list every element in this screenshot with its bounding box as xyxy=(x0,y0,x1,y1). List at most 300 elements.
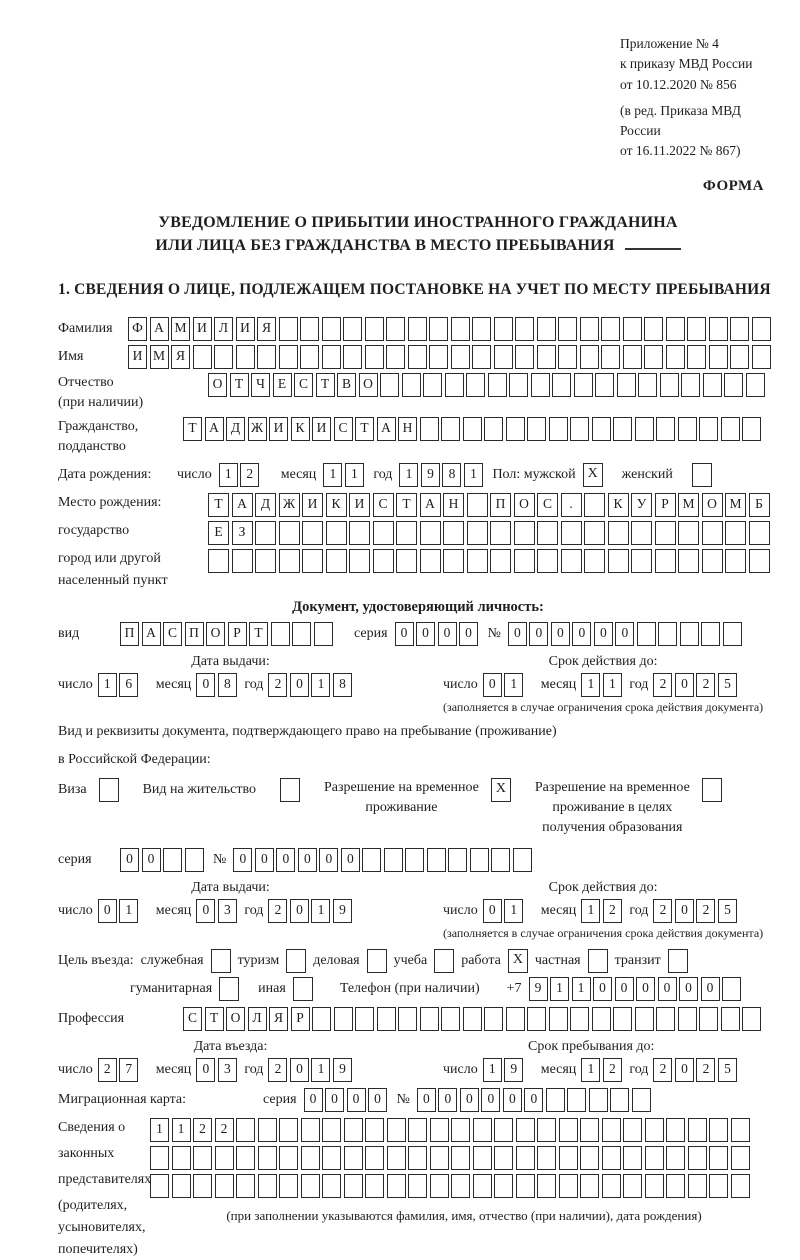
char-cell[interactable]: 2 xyxy=(696,1058,715,1082)
char-cell[interactable] xyxy=(494,317,513,341)
char-cell[interactable] xyxy=(271,622,290,646)
char-cell[interactable] xyxy=(666,1118,685,1142)
char-cell[interactable]: И xyxy=(312,417,331,441)
char-cell[interactable] xyxy=(742,417,761,441)
char-cell[interactable]: Т xyxy=(183,417,202,441)
char-cell[interactable] xyxy=(613,417,632,441)
char-cell[interactable] xyxy=(537,1174,556,1198)
char-cell[interactable] xyxy=(638,373,657,397)
char-cell[interactable] xyxy=(301,1174,320,1198)
char-cell[interactable]: 9 xyxy=(333,1058,352,1082)
char-cell[interactable]: 9 xyxy=(529,977,548,1001)
char-cell[interactable] xyxy=(527,417,546,441)
char-cell[interactable]: 0 xyxy=(438,622,457,646)
char-cell[interactable] xyxy=(300,345,319,369)
char-cell[interactable] xyxy=(236,345,255,369)
char-cell[interactable] xyxy=(580,317,599,341)
char-cell[interactable] xyxy=(567,1088,586,1112)
char-cell[interactable] xyxy=(631,521,652,545)
char-cell[interactable]: 1 xyxy=(504,899,523,923)
char-cell[interactable]: 2 xyxy=(603,1058,622,1082)
char-cell[interactable]: К xyxy=(326,493,347,517)
char-cell[interactable] xyxy=(193,345,212,369)
char-cell[interactable] xyxy=(423,373,442,397)
char-cell[interactable] xyxy=(365,345,384,369)
char-cell[interactable] xyxy=(584,549,605,573)
char-cell[interactable] xyxy=(549,1007,568,1031)
char-cell[interactable] xyxy=(430,1174,449,1198)
char-cell[interactable]: 0 xyxy=(636,977,655,1001)
char-cell[interactable] xyxy=(236,1174,255,1198)
purpose-option-checkbox[interactable]: X xyxy=(508,949,528,973)
blank-line[interactable] xyxy=(625,238,681,250)
char-cell[interactable]: О xyxy=(359,373,378,397)
char-cell[interactable]: 0 xyxy=(460,1088,479,1112)
char-cell[interactable] xyxy=(561,521,582,545)
char-cell[interactable]: Т xyxy=(208,493,229,517)
char-cell[interactable]: Л xyxy=(214,317,233,341)
char-cell[interactable] xyxy=(420,521,441,545)
char-cell[interactable] xyxy=(623,1118,642,1142)
char-cell[interactable]: 2 xyxy=(653,1058,672,1082)
char-cell[interactable] xyxy=(709,1146,728,1170)
char-cell[interactable] xyxy=(467,493,488,517)
char-cell[interactable] xyxy=(580,1174,599,1198)
char-cell[interactable] xyxy=(443,521,464,545)
char-cell[interactable]: И xyxy=(302,493,323,517)
char-cell[interactable] xyxy=(443,549,464,573)
char-cell[interactable]: 0 xyxy=(551,622,570,646)
char-cell[interactable] xyxy=(580,1146,599,1170)
char-cell[interactable] xyxy=(420,549,441,573)
char-cell[interactable]: 1 xyxy=(311,899,330,923)
char-cell[interactable]: П xyxy=(185,622,204,646)
char-cell[interactable] xyxy=(681,373,700,397)
char-cell[interactable] xyxy=(344,1118,363,1142)
char-cell[interactable]: У xyxy=(631,493,652,517)
char-cell[interactable]: 9 xyxy=(504,1058,523,1082)
char-cell[interactable] xyxy=(473,1146,492,1170)
char-cell[interactable] xyxy=(445,373,464,397)
char-cell[interactable]: 2 xyxy=(193,1118,212,1142)
char-cell[interactable]: П xyxy=(120,622,139,646)
char-cell[interactable] xyxy=(592,1007,611,1031)
char-cell[interactable] xyxy=(451,317,470,341)
char-cell[interactable]: 3 xyxy=(218,899,237,923)
char-cell[interactable] xyxy=(279,1174,298,1198)
char-cell[interactable]: 0 xyxy=(196,1058,215,1082)
char-cell[interactable] xyxy=(322,317,341,341)
char-cell[interactable] xyxy=(752,345,771,369)
char-cell[interactable]: 1 xyxy=(581,1058,600,1082)
char-cell[interactable] xyxy=(365,1146,384,1170)
char-cell[interactable]: 1 xyxy=(172,1118,191,1142)
char-cell[interactable]: 0 xyxy=(341,848,360,872)
char-cell[interactable] xyxy=(656,417,675,441)
char-cell[interactable] xyxy=(236,1146,255,1170)
char-cell[interactable] xyxy=(637,622,656,646)
char-cell[interactable] xyxy=(193,1146,212,1170)
char-cell[interactable]: 2 xyxy=(696,673,715,697)
char-cell[interactable] xyxy=(702,549,723,573)
char-cell[interactable] xyxy=(441,417,460,441)
char-cell[interactable]: 0 xyxy=(594,622,613,646)
char-cell[interactable]: 1 xyxy=(483,1058,502,1082)
char-cell[interactable]: 0 xyxy=(290,899,309,923)
char-cell[interactable]: Е xyxy=(208,521,229,545)
char-cell[interactable]: С xyxy=(373,493,394,517)
char-cell[interactable]: О xyxy=(206,622,225,646)
char-cell[interactable]: Н xyxy=(398,417,417,441)
char-cell[interactable] xyxy=(584,521,605,545)
char-cell[interactable] xyxy=(326,549,347,573)
char-cell[interactable] xyxy=(608,521,629,545)
char-cell[interactable] xyxy=(666,317,685,341)
char-cell[interactable] xyxy=(709,1118,728,1142)
char-cell[interactable] xyxy=(658,622,677,646)
char-cell[interactable] xyxy=(749,521,770,545)
char-cell[interactable] xyxy=(722,977,741,1001)
char-cell[interactable] xyxy=(279,345,298,369)
char-cell[interactable]: 1 xyxy=(150,1118,169,1142)
char-cell[interactable] xyxy=(537,1118,556,1142)
char-cell[interactable]: В xyxy=(337,373,356,397)
char-cell[interactable]: 0 xyxy=(196,673,215,697)
char-cell[interactable]: 0 xyxy=(675,673,694,697)
char-cell[interactable]: О xyxy=(702,493,723,517)
char-cell[interactable]: Е xyxy=(273,373,292,397)
char-cell[interactable] xyxy=(595,373,614,397)
char-cell[interactable]: И xyxy=(193,317,212,341)
char-cell[interactable] xyxy=(387,1174,406,1198)
char-cell[interactable] xyxy=(257,345,276,369)
char-cell[interactable] xyxy=(396,549,417,573)
char-cell[interactable] xyxy=(580,1118,599,1142)
char-cell[interactable] xyxy=(515,345,534,369)
char-cell[interactable] xyxy=(484,1007,503,1031)
char-cell[interactable] xyxy=(742,1007,761,1031)
char-cell[interactable] xyxy=(580,345,599,369)
char-cell[interactable]: 2 xyxy=(240,463,259,487)
char-cell[interactable]: 0 xyxy=(298,848,317,872)
char-cell[interactable]: 1 xyxy=(311,673,330,697)
char-cell[interactable] xyxy=(408,1118,427,1142)
char-cell[interactable]: 0 xyxy=(395,622,414,646)
char-cell[interactable] xyxy=(172,1146,191,1170)
char-cell[interactable] xyxy=(279,1146,298,1170)
char-cell[interactable] xyxy=(451,1146,470,1170)
char-cell[interactable] xyxy=(731,1174,750,1198)
purpose-option-checkbox[interactable] xyxy=(367,949,387,973)
char-cell[interactable]: 9 xyxy=(333,899,352,923)
char-cell[interactable]: Р xyxy=(291,1007,310,1031)
char-cell[interactable] xyxy=(279,521,300,545)
char-cell[interactable] xyxy=(494,1118,513,1142)
char-cell[interactable] xyxy=(236,1118,255,1142)
char-cell[interactable]: 3 xyxy=(218,1058,237,1082)
char-cell[interactable] xyxy=(632,1088,651,1112)
char-cell[interactable] xyxy=(731,1118,750,1142)
char-cell[interactable] xyxy=(635,1007,654,1031)
char-cell[interactable]: 1 xyxy=(550,977,569,1001)
char-cell[interactable] xyxy=(405,848,424,872)
purpose-option-checkbox[interactable] xyxy=(434,949,454,973)
char-cell[interactable] xyxy=(441,1007,460,1031)
female-checkbox[interactable] xyxy=(692,463,712,487)
char-cell[interactable] xyxy=(549,417,568,441)
purpose-option-checkbox[interactable] xyxy=(219,977,239,1001)
char-cell[interactable]: 2 xyxy=(215,1118,234,1142)
char-cell[interactable] xyxy=(334,1007,353,1031)
char-cell[interactable]: Т xyxy=(316,373,335,397)
char-cell[interactable]: С xyxy=(537,493,558,517)
char-cell[interactable]: И xyxy=(349,493,370,517)
char-cell[interactable] xyxy=(537,549,558,573)
char-cell[interactable] xyxy=(631,549,652,573)
char-cell[interactable] xyxy=(408,317,427,341)
char-cell[interactable] xyxy=(731,1146,750,1170)
char-cell[interactable] xyxy=(396,521,417,545)
char-cell[interactable]: О xyxy=(514,493,535,517)
char-cell[interactable] xyxy=(709,317,728,341)
char-cell[interactable] xyxy=(365,1118,384,1142)
char-cell[interactable]: 0 xyxy=(529,622,548,646)
char-cell[interactable]: А xyxy=(232,493,253,517)
char-cell[interactable] xyxy=(463,1007,482,1031)
char-cell[interactable]: 0 xyxy=(276,848,295,872)
char-cell[interactable] xyxy=(451,345,470,369)
char-cell[interactable] xyxy=(322,345,341,369)
char-cell[interactable]: 0 xyxy=(675,899,694,923)
char-cell[interactable] xyxy=(709,345,728,369)
char-cell[interactable] xyxy=(559,1118,578,1142)
char-cell[interactable] xyxy=(666,1146,685,1170)
char-cell[interactable] xyxy=(279,317,298,341)
char-cell[interactable]: С xyxy=(294,373,313,397)
char-cell[interactable] xyxy=(300,317,319,341)
char-cell[interactable]: 0 xyxy=(483,899,502,923)
char-cell[interactable] xyxy=(655,549,676,573)
male-checkbox[interactable]: X xyxy=(583,463,603,487)
char-cell[interactable] xyxy=(709,1174,728,1198)
char-cell[interactable] xyxy=(150,1174,169,1198)
char-cell[interactable]: 1 xyxy=(98,673,117,697)
char-cell[interactable]: М xyxy=(150,345,169,369)
char-cell[interactable]: Ж xyxy=(279,493,300,517)
char-cell[interactable]: 0 xyxy=(120,848,139,872)
char-cell[interactable] xyxy=(490,549,511,573)
char-cell[interactable]: М xyxy=(678,493,699,517)
char-cell[interactable] xyxy=(380,373,399,397)
char-cell[interactable] xyxy=(398,1007,417,1031)
char-cell[interactable]: 1 xyxy=(464,463,483,487)
char-cell[interactable]: А xyxy=(420,493,441,517)
char-cell[interactable]: . xyxy=(561,493,582,517)
char-cell[interactable] xyxy=(355,1007,374,1031)
char-cell[interactable] xyxy=(208,549,229,573)
char-cell[interactable] xyxy=(491,848,510,872)
char-cell[interactable]: 7 xyxy=(119,1058,138,1082)
char-cell[interactable] xyxy=(721,1007,740,1031)
char-cell[interactable] xyxy=(584,493,605,517)
char-cell[interactable]: Я xyxy=(269,1007,288,1031)
char-cell[interactable] xyxy=(402,373,421,397)
char-cell[interactable] xyxy=(678,417,697,441)
char-cell[interactable]: К xyxy=(291,417,310,441)
char-cell[interactable]: 1 xyxy=(119,899,138,923)
char-cell[interactable] xyxy=(537,521,558,545)
char-cell[interactable] xyxy=(514,521,535,545)
char-cell[interactable] xyxy=(687,317,706,341)
char-cell[interactable] xyxy=(601,345,620,369)
visa-checkbox[interactable] xyxy=(99,778,119,802)
char-cell[interactable]: 8 xyxy=(442,463,461,487)
char-cell[interactable]: 2 xyxy=(268,1058,287,1082)
char-cell[interactable] xyxy=(490,521,511,545)
char-cell[interactable] xyxy=(150,1146,169,1170)
char-cell[interactable]: 8 xyxy=(333,673,352,697)
char-cell[interactable] xyxy=(470,848,489,872)
char-cell[interactable] xyxy=(430,1146,449,1170)
char-cell[interactable]: С xyxy=(334,417,353,441)
char-cell[interactable] xyxy=(362,848,381,872)
char-cell[interactable] xyxy=(513,848,532,872)
char-cell[interactable] xyxy=(386,345,405,369)
char-cell[interactable] xyxy=(559,1146,578,1170)
char-cell[interactable] xyxy=(702,521,723,545)
char-cell[interactable]: 0 xyxy=(508,622,527,646)
char-cell[interactable] xyxy=(623,1146,642,1170)
char-cell[interactable]: 0 xyxy=(325,1088,344,1112)
char-cell[interactable] xyxy=(746,373,765,397)
char-cell[interactable]: 2 xyxy=(98,1058,117,1082)
char-cell[interactable]: К xyxy=(608,493,629,517)
char-cell[interactable] xyxy=(725,549,746,573)
char-cell[interactable]: А xyxy=(142,622,161,646)
char-cell[interactable] xyxy=(373,521,394,545)
char-cell[interactable]: 1 xyxy=(581,899,600,923)
char-cell[interactable] xyxy=(644,317,663,341)
char-cell[interactable] xyxy=(558,317,577,341)
char-cell[interactable]: М xyxy=(725,493,746,517)
char-cell[interactable] xyxy=(387,1118,406,1142)
char-cell[interactable] xyxy=(322,1146,341,1170)
char-cell[interactable] xyxy=(408,345,427,369)
char-cell[interactable]: Д xyxy=(226,417,245,441)
char-cell[interactable]: Я xyxy=(257,317,276,341)
char-cell[interactable] xyxy=(688,1146,707,1170)
char-cell[interactable] xyxy=(214,345,233,369)
char-cell[interactable]: 0 xyxy=(481,1088,500,1112)
char-cell[interactable] xyxy=(292,622,311,646)
char-cell[interactable]: 1 xyxy=(311,1058,330,1082)
char-cell[interactable] xyxy=(608,549,629,573)
char-cell[interactable] xyxy=(343,317,362,341)
char-cell[interactable] xyxy=(473,1118,492,1142)
char-cell[interactable] xyxy=(559,1174,578,1198)
char-cell[interactable] xyxy=(373,549,394,573)
char-cell[interactable] xyxy=(255,521,276,545)
char-cell[interactable] xyxy=(725,521,746,545)
char-cell[interactable]: 1 xyxy=(572,977,591,1001)
char-cell[interactable]: 2 xyxy=(268,899,287,923)
char-cell[interactable]: Т xyxy=(249,622,268,646)
char-cell[interactable] xyxy=(349,521,370,545)
char-cell[interactable]: Т xyxy=(230,373,249,397)
char-cell[interactable]: 1 xyxy=(345,463,364,487)
purpose-option-checkbox[interactable] xyxy=(293,977,313,1001)
char-cell[interactable] xyxy=(377,1007,396,1031)
char-cell[interactable] xyxy=(724,373,743,397)
char-cell[interactable]: 0 xyxy=(503,1088,522,1112)
char-cell[interactable] xyxy=(546,1088,565,1112)
char-cell[interactable] xyxy=(589,1088,608,1112)
purpose-option-checkbox[interactable] xyxy=(286,949,306,973)
char-cell[interactable]: О xyxy=(208,373,227,397)
char-cell[interactable] xyxy=(656,1007,675,1031)
char-cell[interactable] xyxy=(570,417,589,441)
char-cell[interactable] xyxy=(678,1007,697,1031)
char-cell[interactable]: П xyxy=(490,493,511,517)
char-cell[interactable]: И xyxy=(269,417,288,441)
char-cell[interactable] xyxy=(574,373,593,397)
char-cell[interactable] xyxy=(613,1007,632,1031)
char-cell[interactable]: 0 xyxy=(347,1088,366,1112)
char-cell[interactable] xyxy=(448,848,467,872)
char-cell[interactable]: 0 xyxy=(701,977,720,1001)
char-cell[interactable]: 0 xyxy=(459,622,478,646)
char-cell[interactable] xyxy=(601,317,620,341)
residence-permit-checkbox[interactable] xyxy=(280,778,300,802)
char-cell[interactable]: 0 xyxy=(319,848,338,872)
char-cell[interactable] xyxy=(451,1174,470,1198)
char-cell[interactable] xyxy=(420,1007,439,1031)
char-cell[interactable] xyxy=(752,317,771,341)
char-cell[interactable] xyxy=(666,1174,685,1198)
char-cell[interactable]: 0 xyxy=(196,899,215,923)
char-cell[interactable] xyxy=(301,1118,320,1142)
char-cell[interactable]: Д xyxy=(255,493,276,517)
char-cell[interactable] xyxy=(193,1174,212,1198)
char-cell[interactable] xyxy=(537,345,556,369)
char-cell[interactable] xyxy=(258,1174,277,1198)
char-cell[interactable] xyxy=(344,1174,363,1198)
char-cell[interactable] xyxy=(427,848,446,872)
purpose-option-checkbox[interactable] xyxy=(588,949,608,973)
char-cell[interactable]: Т xyxy=(205,1007,224,1031)
char-cell[interactable] xyxy=(655,521,676,545)
char-cell[interactable] xyxy=(602,1174,621,1198)
char-cell[interactable]: Р xyxy=(228,622,247,646)
char-cell[interactable] xyxy=(723,622,742,646)
char-cell[interactable]: 2 xyxy=(653,673,672,697)
char-cell[interactable]: 1 xyxy=(603,673,622,697)
char-cell[interactable] xyxy=(429,345,448,369)
char-cell[interactable] xyxy=(185,848,204,872)
edu-residence-checkbox[interactable] xyxy=(702,778,722,802)
char-cell[interactable] xyxy=(430,1118,449,1142)
char-cell[interactable] xyxy=(660,373,679,397)
char-cell[interactable] xyxy=(314,622,333,646)
char-cell[interactable] xyxy=(506,417,525,441)
char-cell[interactable] xyxy=(344,1146,363,1170)
char-cell[interactable] xyxy=(703,373,722,397)
char-cell[interactable] xyxy=(687,345,706,369)
purpose-option-checkbox[interactable] xyxy=(211,949,231,973)
char-cell[interactable]: Ф xyxy=(128,317,147,341)
char-cell[interactable] xyxy=(232,549,253,573)
char-cell[interactable] xyxy=(516,1118,535,1142)
